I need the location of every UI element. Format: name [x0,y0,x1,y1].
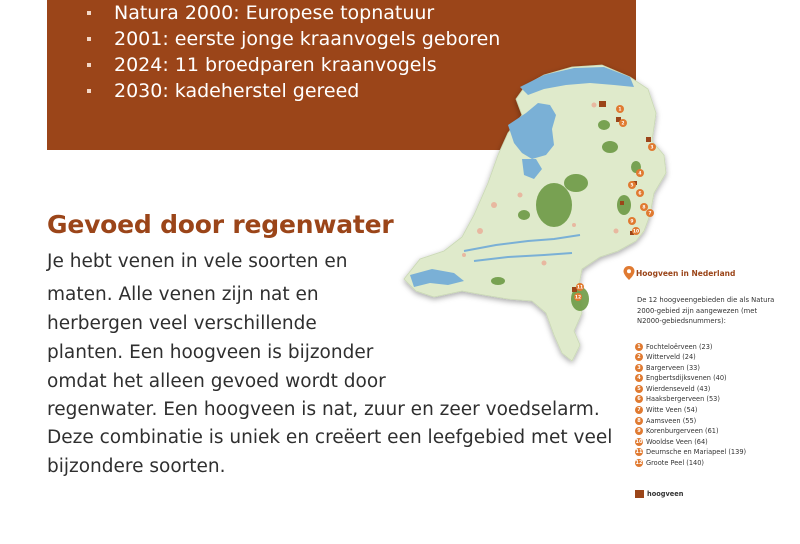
body-text-line: bijzondere soorten. [47,456,226,477]
hoogveen-swatch [635,490,644,498]
body-text-line: Je hebt venen in vele soorten en [47,251,348,272]
number-badge: 1 [635,343,643,351]
number-badge: 5 [635,385,643,393]
legend-item: 7 Witte Veen (54) [635,400,746,411]
legend-key-label: hoogveen [647,489,684,498]
legend-item: 4 Engbertsdijksvenen (40) [635,368,746,379]
map-marker-10 [632,227,640,235]
legend-header [622,265,794,283]
number-badge: 10 [635,438,643,445]
map-marker-4 [636,169,644,177]
legend-item: 6 Haaksbergerveen (53) [635,389,746,400]
svg-text:5: 5 [630,183,634,189]
number-badge: 9 [635,427,643,435]
svg-text:11: 11 [576,285,584,291]
map-marker-11 [576,283,584,291]
svg-text:4: 4 [638,171,642,177]
banner-item: Natura 2000: Europese topnatuur [87,0,500,26]
legend-item: 11 Deurnsche en Mariapeel (139) [635,448,747,457]
number-badge: 11 [635,449,643,456]
legend-title: Hoogveen in Nederland [636,269,736,278]
netherlands-map [404,55,694,375]
banner-item: 2030: kadeherstel gereed [87,78,500,104]
body-text-line: omdat het alleen gevoed wordt door [47,371,386,392]
body-text-line: regenwater. Een hoogveen is nat, zuur en zeer voedselarm. [47,399,600,420]
map-marker-2 [619,119,627,127]
number-badge: 8 [635,417,643,425]
legend-item: 1 Fochteloërveen (23) [635,336,746,347]
bullet-icon [87,11,91,15]
number-badge: 7 [635,406,643,414]
number-badge: 6 [635,395,643,403]
map-marker-12 [574,293,582,301]
map-marker-9 [628,217,636,225]
svg-text:3: 3 [650,145,654,151]
section-title: Gevoed door regenwater [47,210,394,239]
svg-text:8: 8 [642,205,646,211]
bullet-icon [87,63,91,67]
map-marker-8 [640,203,648,211]
legend-item: 12 Groote Peel (140) [635,459,704,468]
map-graphic [404,55,694,375]
map-marker-7 [646,209,654,217]
map-marker-5 [628,181,636,189]
map-marker-1 [616,105,624,113]
legend-key [635,483,683,502]
banner-item: 2001: eerste jonge kraanvogels geboren [87,26,500,52]
map-legend [622,265,794,498]
legend-intro: De 12 hoogveengebieden die als Natura 2000-gebied zijn aangewezen (met N2000-gebiedsnummers): [637,296,775,325]
svg-text:7: 7 [648,211,652,217]
svg-text:2: 2 [621,121,625,127]
number-badge: 12 [635,460,643,467]
bullet-icon [87,89,91,93]
map-marker-3 [648,143,656,151]
svg-text:1: 1 [618,107,622,113]
number-badge: 2 [635,353,643,361]
banner-item: 2024: 11 broedparen kraanvogels [87,52,500,78]
legend-item: 9 Korenburgerveen (61) [635,421,746,432]
svg-text:10: 10 [632,229,640,235]
legend-item: 3 Bargerveen (33) [635,357,746,368]
body-text-line: maten. Alle venen zijn nat en [47,284,319,305]
svg-text:6: 6 [638,191,642,197]
location-pin-icon [622,265,636,281]
legend-list [635,336,747,468]
body-text-line: herbergen veel verschillende [47,313,317,334]
number-badge: 3 [635,364,643,372]
legend-item: 10 Wooldse Veen (64) [635,437,708,446]
body-text-line: Deze combinatie is uniek en creëert een leefgebied met veel [47,427,613,448]
legend-item: 8 Aamsveen (55) [635,410,746,421]
legend-item: 5 Wierdenseveld (43) [635,378,746,389]
legend-item: 2 Witterveld (24) [635,347,746,358]
body-text-line: planten. Een hoogveen is bijzonder [47,342,374,363]
number-badge: 4 [635,374,643,382]
svg-text:12: 12 [574,295,582,301]
bullet-icon [87,37,91,41]
svg-text:9: 9 [630,219,634,225]
map-marker-6 [636,189,644,197]
